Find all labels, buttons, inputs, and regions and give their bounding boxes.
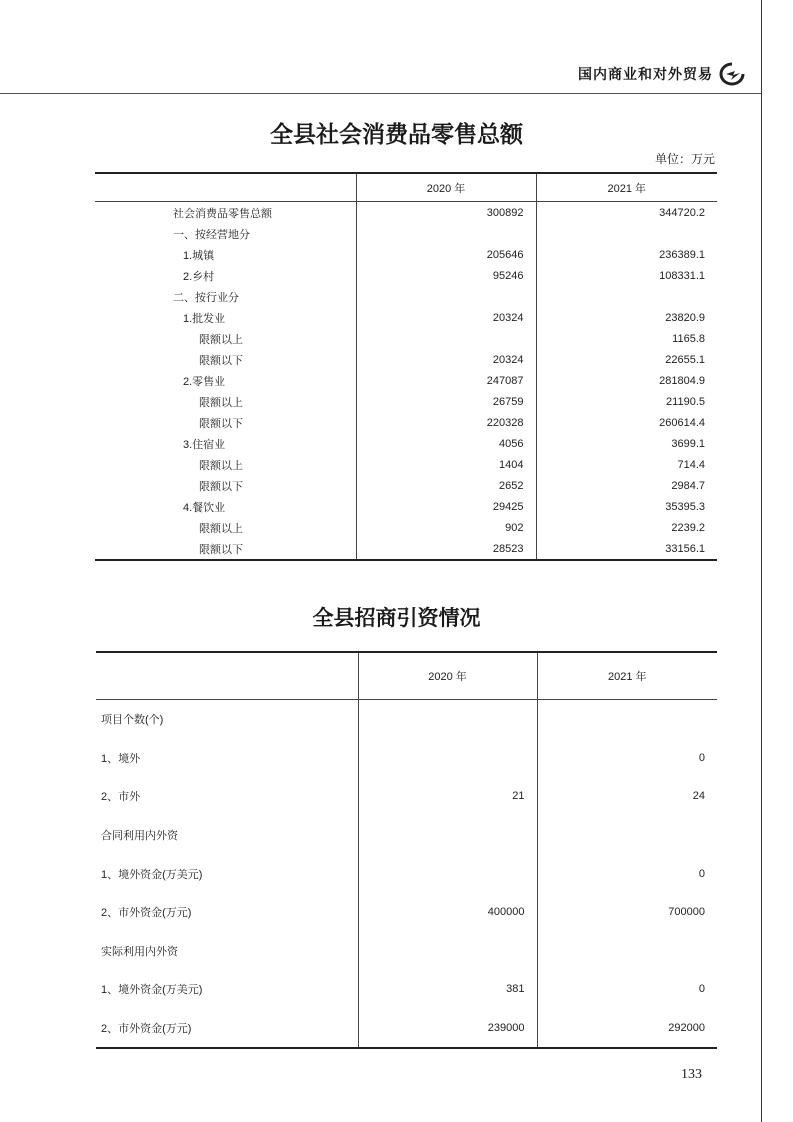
value-2020: 400000 (358, 893, 537, 932)
value-2021: 700000 (537, 893, 717, 932)
value-2021 (537, 932, 717, 971)
value-2020: 29425 (356, 496, 536, 517)
value-2021: 1165.8 (536, 328, 717, 349)
table-row (95, 412, 717, 433)
table2-title: 全县招商引资情况 (312, 605, 481, 630)
table1-title: 全县社会消费品零售总额 (270, 121, 523, 148)
row-label: 限额以下 (199, 543, 243, 556)
table-row (96, 854, 717, 893)
section-title: 国内商业和对外贸易 (578, 67, 713, 83)
value-2021: 281804.9 (536, 370, 717, 391)
table-row (96, 1009, 717, 1049)
value-2021: 344720.2 (536, 202, 717, 224)
table-row (96, 700, 717, 739)
value-2021 (536, 286, 717, 307)
value-2020: 205646 (356, 244, 536, 265)
value-2021: 236389.1 (536, 244, 717, 265)
value-2020: 247087 (356, 370, 536, 391)
value-2020: 2652 (356, 475, 536, 496)
value-2020: 4056 (356, 433, 536, 454)
value-2020 (356, 328, 536, 349)
table-row (96, 816, 717, 855)
value-2021: 0 (537, 854, 717, 893)
value-2021: 23820.9 (536, 307, 717, 328)
row-label: 限额以上 (199, 333, 243, 346)
row-label: 社会消费品零售总额 (173, 207, 272, 220)
row-label: 2.乡村 (183, 270, 215, 283)
column-header-2020: 2020 年 (356, 173, 536, 202)
table-row (96, 777, 717, 816)
table-row (95, 454, 717, 475)
table-row (95, 307, 717, 328)
value-2020: 239000 (358, 1009, 537, 1049)
row-label: 限额以上 (199, 522, 243, 535)
value-2020: 902 (356, 517, 536, 538)
row-label: 实际利用内外资 (101, 945, 178, 958)
value-2020: 1404 (356, 454, 536, 475)
unit-label: 单位：万元 (654, 152, 715, 166)
value-2021: 35395.3 (536, 496, 717, 517)
page-number: 133 (681, 1067, 702, 1082)
row-label: 合同利用内外资 (101, 830, 178, 843)
value-2021: 108331.1 (536, 265, 717, 286)
value-2021: 260614.4 (536, 412, 717, 433)
row-label: 项目个数(个) (101, 714, 164, 727)
page-edge-rule (761, 0, 762, 1122)
table-row (95, 202, 717, 224)
value-2020 (358, 932, 537, 971)
table-row (95, 433, 717, 454)
table-row (95, 244, 717, 265)
value-2020: 381 (358, 970, 537, 1009)
row-label: 一、按经营地分 (173, 228, 250, 241)
value-2021: 21190.5 (536, 391, 717, 412)
retail-sales-table (95, 172, 717, 561)
column-header-2021: 2021 年 (537, 652, 717, 700)
value-2021 (536, 223, 717, 244)
value-2020: 300892 (356, 202, 536, 224)
value-2020 (358, 739, 537, 778)
value-2021: 24 (537, 777, 717, 816)
value-2020: 28523 (356, 538, 536, 560)
value-2021: 22655.1 (536, 349, 717, 370)
row-label: 限额以上 (199, 396, 243, 409)
value-2021: 2239.2 (536, 517, 717, 538)
row-label: 限额以上 (199, 459, 243, 472)
table-row (95, 265, 717, 286)
value-2020 (358, 816, 537, 855)
table-row (95, 391, 717, 412)
table-row (96, 970, 717, 1009)
table-row (96, 739, 717, 778)
table-row (95, 538, 717, 560)
value-2020: 20324 (356, 349, 536, 370)
section-logo-icon (718, 62, 746, 86)
row-label: 3.住宿业 (183, 438, 226, 451)
row-label: 限额以下 (199, 354, 243, 367)
row-label: 1.城镇 (183, 249, 215, 262)
row-label: 1、境外 (101, 752, 141, 765)
row-label: 限额以下 (199, 480, 243, 493)
value-2021 (537, 816, 717, 855)
column-header (95, 173, 356, 202)
table-row (95, 349, 717, 370)
investment-table (96, 651, 717, 1049)
row-label: 1.批发业 (183, 312, 226, 325)
column-header-2021: 2021 年 (536, 173, 717, 202)
value-2020: 20324 (356, 307, 536, 328)
value-2020: 220328 (356, 412, 536, 433)
value-2020 (358, 700, 537, 739)
row-label: 1、境外资金(万美元) (101, 868, 203, 881)
value-2021: 2984.7 (536, 475, 717, 496)
value-2020: 26759 (356, 391, 536, 412)
row-label: 4.餐饮业 (183, 501, 226, 514)
column-header-2020: 2020 年 (358, 652, 537, 700)
table-row (95, 223, 717, 244)
value-2020: 95246 (356, 265, 536, 286)
row-label: 2、市外资金(万元) (101, 1023, 192, 1036)
row-label: 限额以下 (199, 417, 243, 430)
value-2020 (356, 286, 536, 307)
column-header (96, 652, 358, 700)
value-2021: 33156.1 (536, 538, 717, 560)
value-2020 (356, 223, 536, 244)
table-header-row (96, 652, 717, 700)
value-2021: 0 (537, 739, 717, 778)
row-label: 二、按行业分 (173, 291, 239, 304)
table-row (95, 370, 717, 391)
value-2020 (358, 854, 537, 893)
row-label: 2、市外 (101, 791, 141, 804)
table-row (95, 286, 717, 307)
value-2021: 3699.1 (536, 433, 717, 454)
table-row (96, 932, 717, 971)
value-2021: 714.4 (536, 454, 717, 475)
row-label: 2、市外资金(万元) (101, 907, 192, 920)
header-rule (0, 93, 761, 94)
value-2021: 292000 (537, 1009, 717, 1049)
value-2021 (537, 700, 717, 739)
row-label: 2.零售业 (183, 375, 226, 388)
row-label: 1、境外资金(万美元) (101, 984, 203, 997)
table-row (95, 496, 717, 517)
value-2020: 21 (358, 777, 537, 816)
table-row (95, 517, 717, 538)
value-2021: 0 (537, 970, 717, 1009)
table-row (95, 475, 717, 496)
table-row (96, 893, 717, 932)
table-header-row (95, 173, 717, 202)
table-row (95, 328, 717, 349)
